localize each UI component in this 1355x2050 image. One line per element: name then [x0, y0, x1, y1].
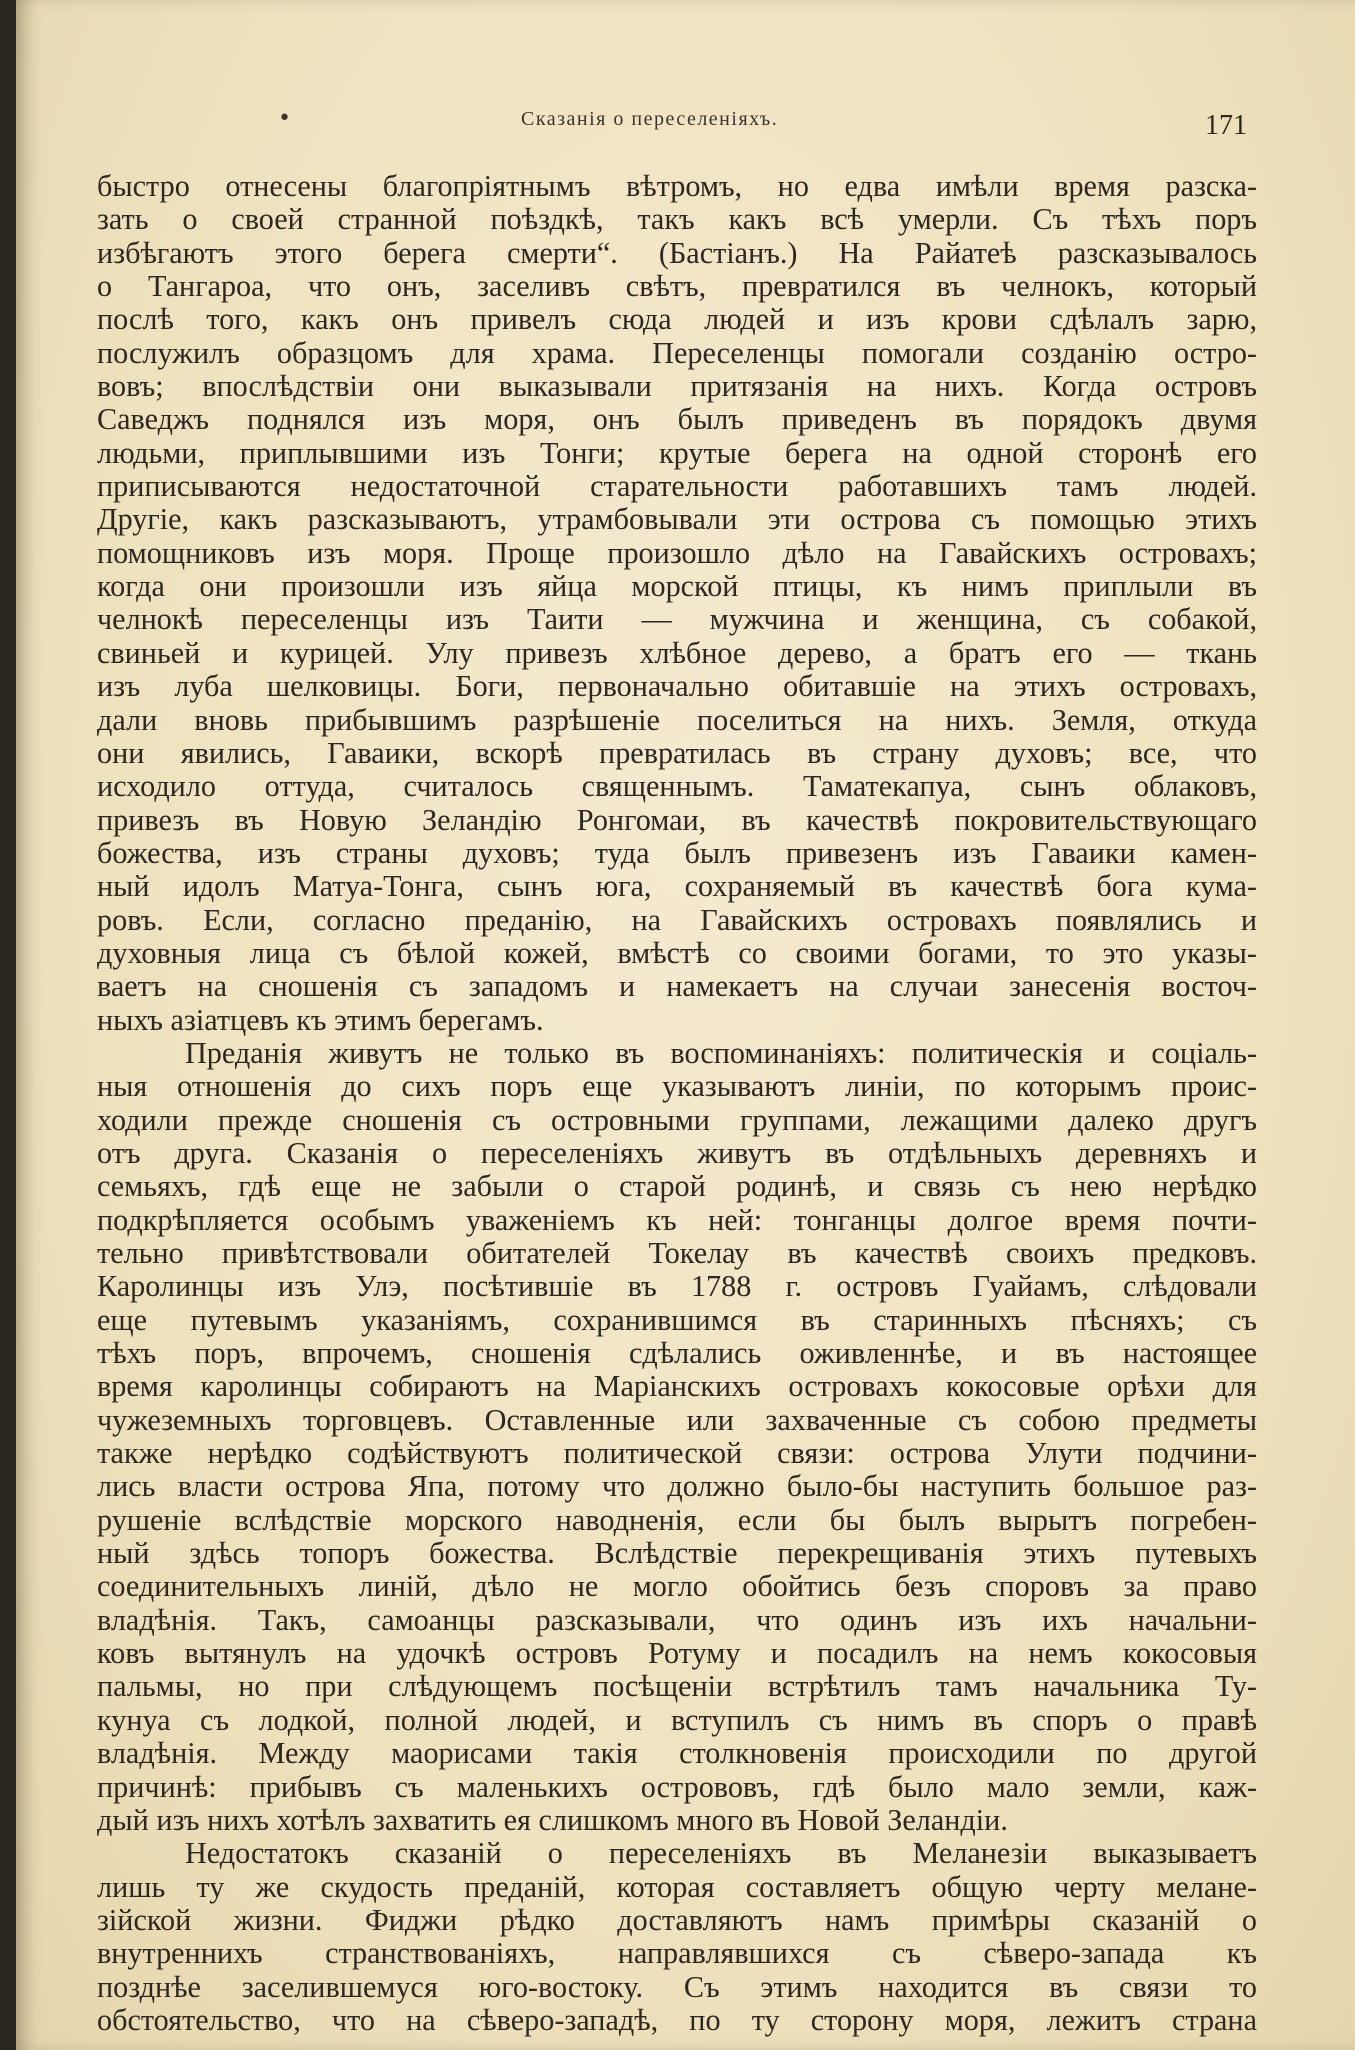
text-line: изъ луба шелковицы. Боги, первоначально обитавшіе на этихъ островахъ,	[97, 669, 1257, 704]
body-text	[97, 170, 1257, 2037]
text-line: зійской жизни. Фиджи рѣдко доставляютъ намъ примѣры сказаній о	[97, 1902, 1257, 1937]
text-line: свиньей и курицей. Улу привезъ хлѣбное дерево, а братъ его — ткань	[97, 635, 1257, 670]
text-line: владѣнія. Между маорисами такія столкновенія происходили по другой	[97, 1736, 1257, 1771]
text-line: лишь ту же скудость преданій, которая составляетъ общую черту мелане-	[97, 1869, 1257, 1904]
text-line: ковъ вытянулъ на удочкѣ островъ Ротуму и посадилъ на немъ кокосовыя	[97, 1636, 1257, 1671]
text-line: подкрѣпляется особымъ уваженіемъ къ ней: тонганцы долгое время почти-	[97, 1202, 1257, 1237]
text-line: ныхъ азіатцевъ къ этимъ берегамъ.	[97, 1002, 544, 1037]
text-line: избѣгаютъ этого берега смерти“. (Бастіанъ.) На Райатеѣ разсказывалось	[97, 235, 1257, 270]
text-line: зать о своей странной поѣздкѣ, такъ какъ всѣ умерли. Съ тѣхъ поръ	[97, 202, 1257, 237]
running-title: Сказанія о переселеніяхъ.	[521, 108, 779, 130]
paragraph	[97, 1037, 1257, 1837]
book-page	[16, 0, 1355, 2050]
text-line: отъ друга. Сказанія о переселеніяхъ живутъ въ отдѣльныхъ деревняхъ и	[97, 1135, 1257, 1170]
text-line: семьяхъ, гдѣ еще не забыли о старой родинѣ, и связь съ нею нерѣдко	[97, 1169, 1257, 1204]
text-line: ваетъ на сношенія съ западомъ и намекаетъ на случаи занесенія восточ-	[97, 969, 1257, 1004]
text-line: ныя отношенія до сихъ поръ еще указываютъ линіи, по которымъ проис-	[97, 1069, 1257, 1104]
text-line: еще путевымъ указаніямъ, сохранившимся въ старинныхъ пѣсняхъ; съ	[97, 1302, 1257, 1337]
paragraph	[97, 170, 1257, 1037]
text-line: чужеземныхъ торговцевъ. Оставленные или захваченные съ собою предметы	[97, 1402, 1257, 1437]
text-line: позднѣе заселившемуся юго-востоку. Съ этимъ находится въ связи то	[97, 1969, 1257, 2004]
text-line: челнокѣ переселенцы изъ Таити — мужчина и женщина, съ собакой,	[97, 602, 1257, 637]
text-line: Недостатокъ сказаній о переселеніяхъ въ Меланезіи выказываетъ	[185, 1836, 1257, 1871]
text-line: вовъ; впослѣдствіи они выказывали притязанія на нихъ. Когда островъ	[97, 369, 1257, 404]
text-line: время каролинцы собираютъ на Маріанскихъ островахъ кокосовые орѣхи для	[97, 1369, 1257, 1404]
text-line: ходили прежде сношенія съ островными группами, лежащими далеко другъ	[97, 1102, 1257, 1137]
text-line: они явились, Гаваики, вскорѣ превратилась въ страну духовъ; все, что	[97, 735, 1257, 770]
text-line: о Тангароа, что онъ, заселивъ свѣтъ, превратился въ челнокъ, который	[97, 269, 1257, 304]
text-line: привезъ въ Новую Зеландію Ронгомаи, въ качествѣ покровительствующаго	[97, 802, 1257, 837]
text-line: также нерѣдко содѣйствуютъ политической связи: острова Улути подчини-	[97, 1436, 1257, 1471]
text-line: дый изъ нихъ хотѣлъ захватить ея слишкомъ много въ Новой Зеландіи.	[97, 1802, 1008, 1837]
text-line: приписываются недостаточной старательности работавшихъ тамъ людей.	[97, 469, 1257, 504]
text-line: людьми, приплывшими изъ Тонги; крутые берега на одной сторонѣ его	[97, 435, 1257, 470]
text-line: духовныя лица съ бѣлой кожей, вмѣстѣ со своими богами, то это указы-	[97, 935, 1257, 970]
text-line: владѣнія. Такъ, самоанцы разсказывали, что одинъ изъ ихъ начальни-	[97, 1602, 1257, 1637]
text-line: внутреннихъ странствованіяхъ, направлявшихся съ сѣверо-запада къ	[97, 1936, 1257, 1971]
text-line: божества, изъ страны духовъ; туда былъ привезенъ изъ Гаваики камен-	[97, 835, 1257, 870]
text-line: тельно привѣтствовали обитателей Токелау въ качествѣ своихъ предковъ.	[97, 1236, 1257, 1270]
text-line: Преданія живутъ не только въ воспоминаніяхъ: политическія и соціаль-	[185, 1035, 1257, 1070]
text-line: Саведжъ поднялся изъ моря, онъ былъ приведенъ въ порядокъ двумя	[97, 402, 1257, 437]
text-line: послѣ того, какъ онъ привелъ сюда людей и изъ крови сдѣлалъ зарю,	[97, 302, 1257, 337]
text-line: Каролинцы изъ Улэ, посѣтившіе въ 1788 г. островъ Гуайамъ, слѣдовали	[97, 1269, 1257, 1304]
text-line: помощниковъ изъ моря. Проще произошло дѣло на Гавайскихъ островахъ;	[97, 535, 1257, 570]
paragraph	[97, 1837, 1257, 2037]
text-line: кунуа съ лодкой, полной людей, и вступилъ съ нимъ въ споръ о правѣ	[97, 1702, 1257, 1737]
text-line: исходило оттуда, считалось священнымъ. Таматекапуа, сынъ облаковъ,	[97, 769, 1257, 804]
text-line: когда они произошли изъ яйца морской птицы, къ нимъ приплыли въ	[97, 569, 1257, 604]
text-line: послужилъ образцомъ для храма. Переселенцы помогали созданію остро-	[97, 335, 1257, 370]
text-line: дали вновь прибывшимъ разрѣшеніе поселиться на нихъ. Земля, откуда	[97, 702, 1257, 737]
text-line: ный здѣсь топоръ божества. Вслѣдствіе перекрещиванія этихъ путевыхъ	[97, 1536, 1257, 1571]
text-line: обстоятельство, что на сѣверо-западѣ, по ту сторону моря, лежитъ страна	[97, 2002, 1257, 2037]
text-line: Другіе, какъ разсказываютъ, утрамбовывали эти острова съ помощью этихъ	[97, 502, 1257, 537]
text-line: тѣхъ поръ, впрочемъ, сношенія сдѣлались оживленнѣе, и въ настоящее	[97, 1336, 1257, 1371]
text-line: лись власти острова Япа, потому что должно было-бы наступить большое раз-	[97, 1469, 1257, 1504]
page-number: 171	[1205, 110, 1247, 141]
ornament-dot: •	[278, 106, 291, 131]
text-line: ный идолъ Матуа-Тонга, сынъ юга, сохраняемый въ качествѣ бога кума-	[97, 869, 1257, 904]
text-line: пальмы, но при слѣдующемъ посѣщеніи встрѣтилъ тамъ начальника Ту-	[97, 1669, 1257, 1704]
text-line: быстро отнесены благопріятнымъ вѣтромъ, но едва имѣли время разска-	[97, 169, 1257, 203]
text-line: ровъ. Если, согласно преданію, на Гавайскихъ островахъ появлялись и	[97, 902, 1257, 937]
text-line: рушеніе вслѣдствіе морского наводненія, если бы былъ вырытъ погребен-	[97, 1502, 1257, 1537]
text-line: соединительныхъ линій, дѣло не могло обойтись безъ споровъ за право	[97, 1569, 1257, 1604]
text-line: причинѣ: прибывъ съ маленькихъ острововъ, гдѣ было мало земли, каж-	[97, 1769, 1257, 1804]
